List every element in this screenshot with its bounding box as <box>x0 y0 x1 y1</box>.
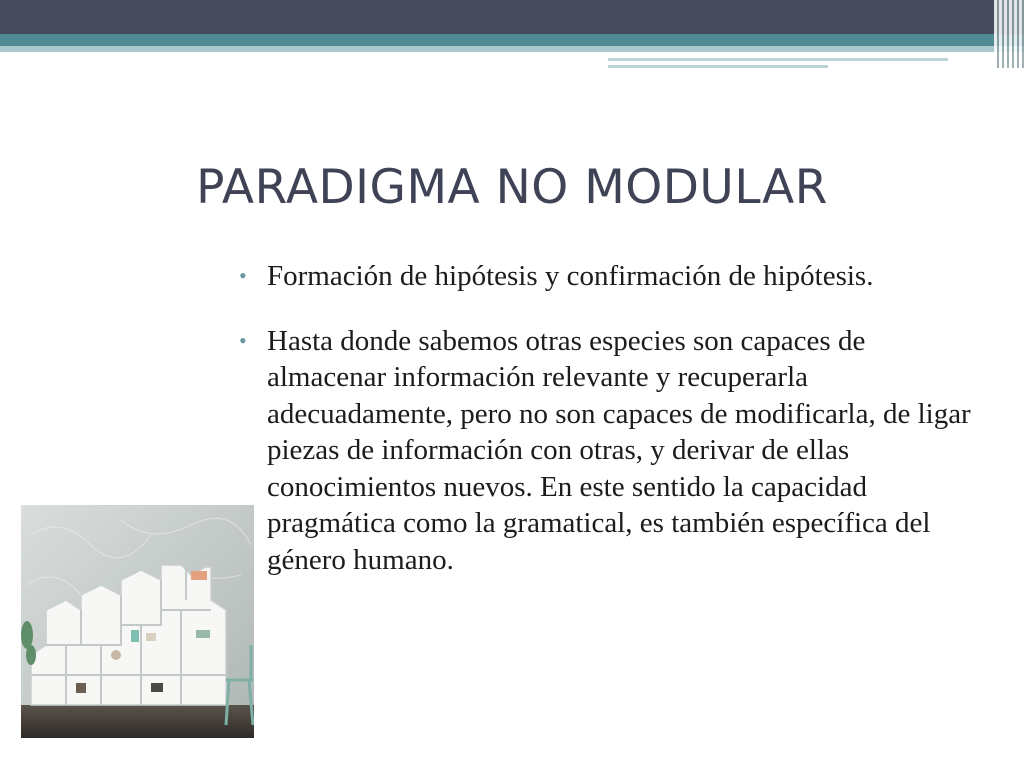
bullet-list <box>235 258 975 606</box>
header-accent-line <box>608 65 828 68</box>
bullet-item <box>235 323 975 579</box>
shelving-photo <box>21 505 254 738</box>
header-accent-line <box>608 58 948 61</box>
bullet-item <box>235 258 975 295</box>
slide-title: PARADIGMA NO MODULAR <box>196 160 828 215</box>
bullet-text: Formación de hipótesis y confirmación de hipótesis. <box>267 260 874 292</box>
header-band-teal <box>0 34 1024 46</box>
bullet-icon: • <box>239 327 247 353</box>
bullet-text: Hasta donde sabemos otras especies son capaces de almacenar información relevante y recuperarla adecuadamente, pero no son capaces de modificarla, de ligar piezas de información con otras, y derivar de ellas conocimientos nuevos. En este sentido la capacidad pragmática como la gramatical, es también específica del género humano. <box>267 324 971 576</box>
header-band-light <box>0 46 1024 52</box>
bullet-icon: • <box>239 263 247 288</box>
header-stripes <box>994 0 1024 68</box>
header-band-dark <box>0 0 1024 34</box>
